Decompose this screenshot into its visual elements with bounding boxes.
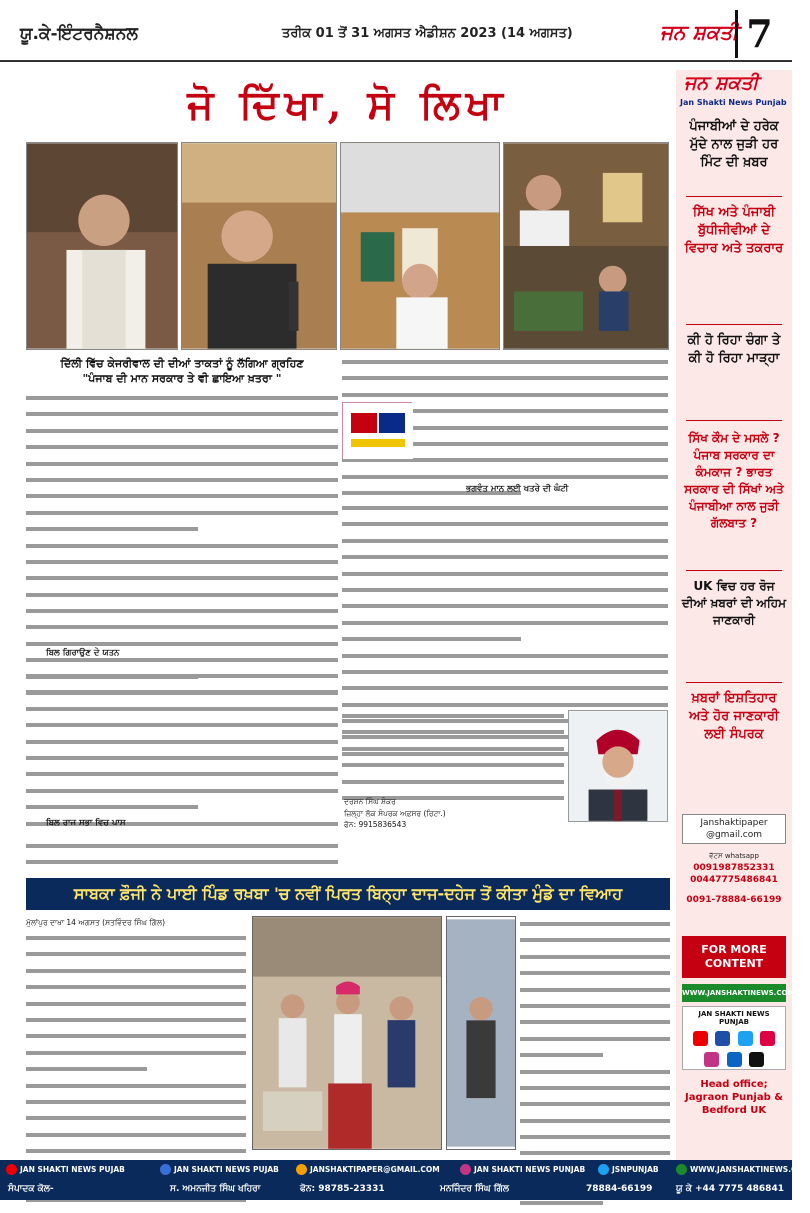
text-line: [520, 1020, 670, 1032]
subhead-mann-danger: ਭਗਵੰਤ ਮਾਨ ਲਈ ਖਤਰੇ ਦੀ ਘੰਟੀ: [466, 484, 569, 494]
text-line: [520, 971, 670, 983]
text-line: [26, 1133, 246, 1145]
text-line: [520, 1004, 670, 1016]
text-line-ink: [26, 936, 246, 940]
text-line-ink: [342, 360, 668, 364]
text-line: [26, 576, 338, 588]
text-line-ink: [26, 1149, 246, 1153]
text-line: [520, 1037, 670, 1049]
text-line: [26, 658, 338, 670]
mail-icon[interactable]: [760, 1031, 775, 1046]
text-line: [26, 412, 338, 424]
photo-couple-image: [447, 917, 515, 1149]
text-line: [26, 593, 338, 605]
text-line: [26, 1084, 246, 1096]
text-line: [26, 936, 246, 948]
globe-icon: [676, 1164, 687, 1175]
text-line-ink: [342, 714, 564, 718]
text-line-ink: [26, 544, 338, 548]
story1-body-left: [26, 392, 338, 632]
social-box-title: JAN SHAKTI NEWS PUNJAB: [698, 1010, 770, 1026]
subhead-bill-fall: ਬਿਲ ਗਿਰਾਉਣ ਦੇ ਯਤਨ: [46, 648, 120, 658]
footer-phone-b: 78884-66199: [586, 1184, 653, 1194]
text-line-ink: [26, 1018, 246, 1022]
story2-body-right: [520, 918, 670, 1148]
text-line: [26, 396, 338, 408]
youtube-icon[interactable]: [693, 1031, 708, 1046]
photo-wedding-image: [253, 917, 441, 1149]
text-line: [26, 1002, 246, 1014]
text-line-ink: [26, 609, 338, 613]
page-header: [0, 0, 792, 62]
youtube-icon: [6, 1164, 17, 1175]
facebook-icon[interactable]: [715, 1031, 730, 1046]
text-line-ink: [26, 494, 338, 498]
text-line: [26, 1116, 246, 1128]
text-line-ink: [26, 969, 246, 973]
photo-governor: [181, 142, 337, 350]
text-line: [26, 707, 338, 719]
text-line: [342, 686, 668, 698]
text-line: [342, 714, 564, 726]
text-line: [342, 747, 564, 759]
text-line-ink: [26, 1002, 246, 1006]
text-line-ink: [26, 723, 338, 727]
text-line-ink: [26, 674, 338, 678]
text-line: [26, 969, 246, 981]
twitter-icon: [598, 1164, 609, 1175]
photo-parliament: [340, 142, 500, 350]
text-line-ink: [26, 642, 338, 646]
text-line-ink: [520, 1119, 670, 1123]
text-line-ink: [342, 780, 564, 784]
text-line-ink: [520, 1053, 603, 1057]
whatsapp-label: ਵੱਟਸ whatsapp: [709, 852, 759, 860]
text-line-ink: [26, 511, 338, 515]
contact-phone-1[interactable]: 0091987852331: [693, 863, 775, 873]
text-line-ink: [342, 475, 668, 479]
text-line: [26, 844, 338, 856]
text-line-ink: [520, 1004, 670, 1008]
text-line: [520, 922, 670, 934]
text-line-ink: [26, 860, 338, 864]
photo-couple: [446, 916, 516, 1150]
text-line-ink: [26, 1133, 246, 1137]
contact-phone-2[interactable]: 00447775486841: [690, 875, 778, 885]
photo-parliament-image: [341, 143, 499, 349]
text-line-ink: [26, 772, 338, 776]
text-line-ink: [26, 707, 338, 711]
text-line: [26, 625, 338, 637]
text-line: [342, 588, 668, 600]
text-line: [520, 1053, 670, 1065]
text-line: [520, 1119, 670, 1131]
footer-contact-line: [0, 1182, 792, 1200]
text-line: [26, 805, 338, 817]
text-line: [342, 763, 564, 775]
sidebar-logo: ਜਨ ਸ਼ਕਤੀ: [684, 72, 759, 94]
text-line-ink: [26, 625, 338, 629]
footer-name-1: ਸ. ਅਮਨਜੀਤ ਸਿੰਘ ਖਹਿਰਾ: [170, 1184, 261, 1194]
text-line: [342, 654, 668, 666]
photo-minister: [26, 142, 178, 350]
text-line-ink: [26, 576, 338, 580]
text-line-ink: [342, 763, 564, 767]
text-line: [26, 772, 338, 784]
text-line-ink: [26, 1116, 246, 1120]
footer-name-2: ਮਨਜਿੰਦਰ ਸਿੰਘ ਗਿੱਲ: [440, 1184, 509, 1194]
text-line-ink: [342, 621, 668, 625]
page-footer: [0, 1160, 810, 1200]
text-line-ink: [342, 572, 668, 576]
sidebar-divider: [686, 196, 782, 197]
story2-body-left: [26, 932, 246, 1150]
text-line: [26, 1198, 246, 1210]
text-line: [26, 1018, 246, 1030]
story2-headline: ਸਾਬਕਾ ਫ਼ੌਜੀ ਨੇ ਪਾਈ ਪਿੰਡ ਰਖ਼ਬਾ 'ਚ ਨਵੀਂ ਪਿਰਤ ਬਿਨ੍ਹਾ ਦਾਜ-ਦਹੇਜ ਤੋਂ ਕੀਤਾ ਮੁੰਡੇ ਦਾ ਵਿਆਹ: [26, 878, 670, 910]
text-line-ink: [26, 1067, 147, 1071]
author-photo-image: [569, 711, 667, 821]
text-line-ink: [520, 955, 670, 959]
text-line-ink: [342, 588, 668, 592]
author-phone: ਫੋਨ: 9915836543: [344, 820, 407, 829]
text-line: [26, 544, 338, 556]
text-line: [520, 1135, 670, 1147]
sidebar-block-thinkers: ਸਿੱਖ ਅਤੇ ਪੰਜਾਬੀ ਬੁੱਧੀਜੀਵੀਆਂ ਦੇ ਵਿਚਾਰ ਅਤੇ ਤਕਰਾਰ: [684, 205, 784, 256]
text-line-ink: [26, 593, 338, 597]
story1-body-left-2: [26, 670, 338, 800]
text-line-ink: [26, 805, 198, 809]
text-line: [342, 730, 564, 742]
text-line: [26, 690, 338, 702]
author-name: ਦਰਸ਼ਨ ਸਿੰਘ ਸ਼ੰਕਰ: [344, 797, 396, 806]
caption-line-1: ਦਿੱਲੀ ਵਿੱਚ ਕੇਜਰੀਵਾਲ ਦੀ ਦੀਆਂ ਤਾਕਤਾਂ ਨੂੰ ਲੱਗਿਆ ਗ੍ਰਹਿਣ: [60, 357, 304, 370]
text-line: [520, 988, 670, 1000]
text-line-ink: [26, 1034, 246, 1038]
text-line: [342, 506, 668, 518]
jan-shakti-logo-icon: [343, 403, 413, 459]
text-line: [342, 360, 668, 372]
footer-facebook-label: JAN SHAKTI NEWS PUJAB: [174, 1165, 279, 1174]
text-line-ink: [520, 922, 670, 926]
tiktok-icon[interactable]: [749, 1052, 764, 1067]
photo-assembly-image: [504, 143, 668, 349]
text-line: [520, 938, 670, 950]
text-line-ink: [26, 462, 338, 466]
social-box: [682, 1006, 786, 1070]
main-content: [26, 70, 670, 1172]
text-line: [26, 494, 338, 506]
text-line-ink: [26, 1084, 246, 1088]
text-line-ink: [342, 670, 668, 674]
page-number: 7: [735, 10, 781, 58]
text-line-ink: [342, 604, 668, 608]
head-office: Head office; Jagraon Punjab & Bedford UK: [685, 1079, 783, 1116]
story1-body-right-low: [342, 710, 564, 792]
text-line: [342, 670, 668, 682]
text-line: [342, 555, 668, 567]
text-line: [520, 1102, 670, 1114]
text-line-ink: [342, 654, 668, 658]
footer-facebook[interactable]: [160, 1164, 279, 1175]
text-line: [26, 560, 338, 572]
footer-phone-a: ਫੋਨ: 98785-23331: [300, 1184, 385, 1194]
text-line: [26, 609, 338, 621]
footer-instagram[interactable]: [460, 1164, 585, 1175]
text-line-ink: [342, 376, 668, 380]
website-link[interactable]: WWW.JANSHAKTINEWS.COM: [682, 984, 786, 1002]
text-line: [342, 376, 668, 388]
text-line-ink: [26, 985, 246, 989]
text-line-ink: [520, 1135, 670, 1139]
text-line-ink: [520, 1102, 670, 1106]
mail-icon: [296, 1164, 307, 1175]
footer-mail[interactable]: [296, 1164, 440, 1175]
text-line: [26, 952, 246, 964]
text-line: [26, 723, 338, 735]
text-line: [26, 985, 246, 997]
instagram-icon[interactable]: [704, 1052, 719, 1067]
issue-date: ਤਰੀਕ 01 ਤੋਂ 31 ਅਗਸਤ ਐਡੀਸ਼ਨ 2023 (14 ਅਗਸਤ): [282, 26, 573, 41]
author-credit: [344, 796, 446, 831]
text-line: [26, 527, 338, 539]
text-line-ink: [26, 429, 338, 433]
text-line: [26, 1034, 246, 1046]
text-line-ink: [342, 393, 668, 397]
sidebar-block-news: ਪੰਜਾਬੀਆਂ ਦੇ ਹਰੇਕ ਮੁੱਦੇ ਨਾਲ ਜੁੜੀ ਹਰ ਮਿੰਟ ਦੀ ਖ਼ਬਰ: [689, 119, 779, 170]
text-line: [26, 860, 338, 872]
text-line-ink: [342, 730, 564, 734]
text-line: [26, 1051, 246, 1063]
text-line-ink: [26, 740, 338, 744]
text-line-ink: [520, 971, 670, 975]
story1-body-right-mid: [342, 502, 668, 708]
text-line: [26, 740, 338, 752]
sidebar-block-good-bad: ਕੀ ਹੋ ਰਿਹਾ ਚੰਗਾ ਤੇ ਕੀ ਹੋ ਰਿਹਾ ਮਾੜ੍ਹਾ: [687, 333, 781, 366]
text-line: [26, 445, 338, 457]
sidebar-divider: [686, 682, 782, 683]
text-line: [26, 462, 338, 474]
text-line-ink: [26, 756, 338, 760]
text-line-ink: [342, 747, 564, 751]
text-line: [26, 756, 338, 768]
footer-youtube[interactable]: [6, 1164, 125, 1175]
twitter-icon[interactable]: [738, 1031, 753, 1046]
footer-phone-uk: ਯੂ ਕੇ +44 7775 486841: [676, 1184, 784, 1194]
footer-twitter-label: JSNPUNJAB: [612, 1165, 659, 1174]
story1-body-left-3: [26, 840, 338, 876]
text-line-ink: [342, 506, 668, 510]
author-title: ਜ਼ਿਲ੍ਹਾ ਲੋਕ ਸੰਪਰਕ ਅਫ਼ਸਰ (ਰਿਟਾ.): [344, 808, 446, 818]
sidebar-block-uk: UK ਵਿਚ ਹਰ ਰੋਜ ਦੀਆਂ ਖ਼ਬਰਾਂ ਦੀ ਅਹਿਮ ਜਾਣਕਾਰੀ: [681, 579, 787, 627]
footer-instagram-label: JAN SHAKTI NEWS PUNJAB: [474, 1165, 586, 1174]
text-line: [26, 1067, 246, 1079]
sidebar-logo-sub: Jan Shakti News Punjab: [680, 98, 787, 107]
photo-governor-image: [182, 143, 336, 349]
text-line-ink: [26, 844, 338, 848]
text-line-ink: [26, 478, 338, 482]
contact-email[interactable]: Janshaktipaper @gmail.com: [682, 814, 786, 844]
footer-web-label: WWW.JANSHAKTINEWS.COM: [690, 1165, 810, 1174]
text-line-ink: [520, 1037, 670, 1041]
more-content-banner[interactable]: FOR MORE CONTENT: [682, 936, 786, 978]
caption-line-2: "ਪੰਜਾਬ ਦੀ ਮਾਨ ਸਰਕਾਰ ਤੇ ਵੀ ਛਾਇਆ ਖ਼ਤਰਾ ": [82, 372, 282, 385]
author-photo: [568, 710, 668, 822]
text-line-ink: [26, 1100, 246, 1104]
text-line: [26, 1100, 246, 1112]
text-line-ink: [26, 658, 338, 662]
edition-label: ਯੂ.ਕੇ-ਇੰਟਰਨੈਸ਼ਨਲ: [20, 24, 138, 44]
text-line: [26, 511, 338, 523]
story1-banner: ਜੋ ਦਿੱਖਾ, ਸੋ ਲਿਖਾ: [187, 80, 509, 128]
text-line-ink: [520, 1151, 670, 1155]
masthead-logo: ਜਨ ਸ਼ਕਤੀ: [660, 20, 739, 44]
text-line-ink: [26, 445, 338, 449]
text-line: [342, 621, 668, 633]
photo-wedding: [252, 916, 442, 1150]
text-line: [342, 458, 668, 470]
story2-dateline: ਮੁੱਲਾਂਪੁਰ ਦਾਖਾ 14 ਅਗਸਤ (ਸਤਵਿੰਦਰ ਸਿੰਘ ਗਿੱਲ): [26, 918, 166, 927]
text-line: [520, 955, 670, 967]
text-line-ink: [520, 1070, 670, 1074]
text-line: [26, 429, 338, 441]
text-line: [520, 1201, 670, 1213]
text-line-ink: [520, 988, 670, 992]
text-line: [26, 478, 338, 490]
text-line: [342, 780, 564, 792]
text-line-ink: [520, 938, 670, 942]
text-line-ink: [26, 690, 338, 694]
text-line: [520, 1070, 670, 1082]
text-line-ink: [26, 560, 338, 564]
footer-mail-label: JANSHAKTIPAPER@GMAIL.COM: [310, 1165, 440, 1174]
contact-phone-3[interactable]: 0091-78884-66199: [686, 895, 782, 905]
logo-inset: [342, 402, 412, 458]
text-line-ink: [342, 539, 668, 543]
footer-twitter[interactable]: [598, 1164, 659, 1175]
sidebar: [676, 70, 795, 1170]
text-line-ink: [520, 1020, 670, 1024]
sidebar-divider: [686, 420, 782, 421]
text-line-ink: [520, 1201, 603, 1205]
subhead-bill-passed: ਬਿਲ ਰਾਜ ਸਭਾ ਵਿਚ ਪਾਸ: [46, 818, 126, 828]
contact-box: [682, 814, 786, 906]
text-line-ink: [342, 686, 668, 690]
text-line: [342, 539, 668, 551]
text-line: [520, 1086, 670, 1098]
footer-editor-label: ਸੰਪਾਦਕ ਕੋਲ-: [8, 1184, 54, 1194]
text-line-ink: [26, 412, 338, 416]
footer-youtube-label: JAN SHAKTI NEWS PUJAB: [20, 1165, 125, 1174]
text-line: [342, 522, 668, 534]
text-line-ink: [342, 522, 668, 526]
instagram-icon: [460, 1164, 471, 1175]
text-line: [26, 789, 338, 801]
linkedin-icon[interactable]: [727, 1052, 742, 1067]
text-line-ink: [26, 527, 198, 531]
photo-assembly: [503, 142, 669, 350]
sidebar-block-issues: ਸਿੱਖ ਕੌਮ ਦੇ ਮਸਲੇ ? ਪੰਜਾਬ ਸਰਕਾਰ ਦਾ ਕੰਮਕਾਜ ? ਭਾਰਤ ਸਰਕਾਰ ਦੀ ਸਿੱਖਾਂ ਅਤੇ ਪੰਜਾਬੀਆ ਨਾਲ ਜੁੜੀ ਗੱਲਬਾਤ ?: [684, 431, 784, 530]
sidebar-divider: [686, 324, 782, 325]
text-line: [342, 572, 668, 584]
text-line-ink: [26, 952, 246, 956]
sidebar-divider: [686, 570, 782, 571]
text-line-ink: [26, 789, 338, 793]
text-line-ink: [342, 555, 668, 559]
text-line-ink: [26, 396, 338, 400]
story1-caption: [26, 356, 338, 386]
text-line: [342, 637, 668, 649]
text-line: [26, 674, 338, 686]
facebook-icon: [160, 1164, 171, 1175]
text-line: [342, 604, 668, 616]
text-line-ink: [342, 637, 521, 641]
text-line-ink: [342, 703, 668, 707]
text-line-ink: [520, 1086, 670, 1090]
photo-minister-image: [27, 143, 177, 349]
sidebar-block-contact: ਖ਼ਬਰਾਂ ਇਸ਼ਤਿਹਾਰ ਅਤੇ ਹੋਰ ਜਾਣਕਾਰੀ ਲਈ ਸੰਪਰਕ: [689, 691, 779, 742]
footer-web[interactable]: [676, 1164, 810, 1175]
text-line-ink: [26, 1051, 246, 1055]
